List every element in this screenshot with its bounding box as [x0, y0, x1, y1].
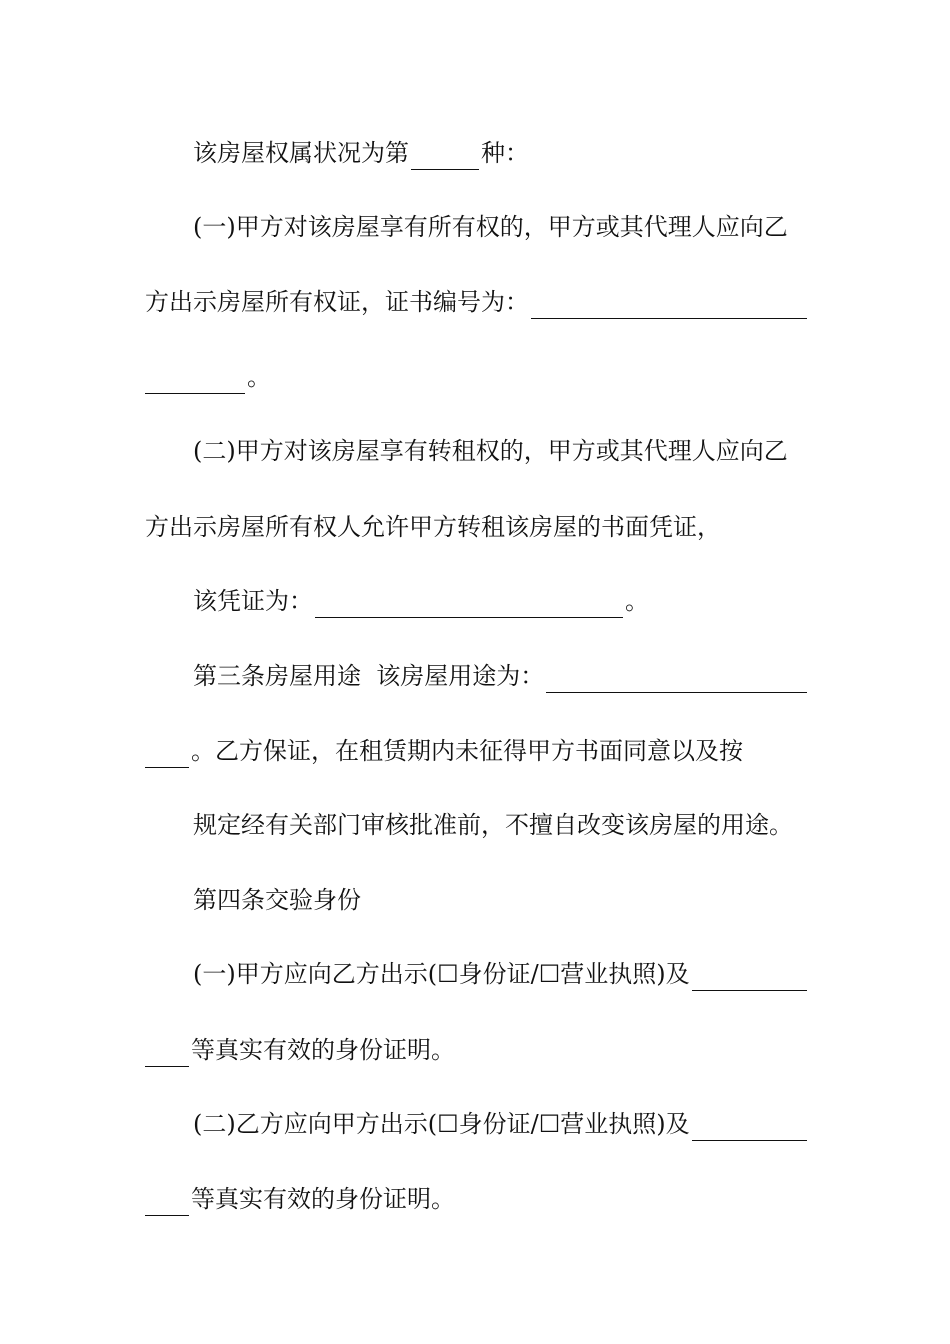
certificate-number-blank-cont[interactable] [145, 369, 245, 394]
voucher-period: 。 [625, 587, 649, 615]
article-3-line [193, 659, 807, 693]
certificate-number-line [145, 285, 807, 319]
identity-2-text: (二)乙方应向甲方出示(☐身份证/☐营业执照)及 [193, 1110, 690, 1138]
identity-2-cont-line [145, 1182, 807, 1216]
clause-2-line [193, 434, 807, 468]
clause-2-cont-line [145, 510, 807, 544]
article-4-heading [193, 883, 807, 917]
certificate-number-cont-line [145, 360, 807, 394]
ownership-status-text: 该房屋权属状况为第 [193, 139, 409, 167]
certificate-number-blank[interactable] [531, 294, 807, 319]
identity-2-line [193, 1107, 807, 1141]
voucher-label: 该凭证为： [193, 587, 313, 615]
certificate-number-label: 方出示房屋所有权证，证书编号为： [145, 288, 529, 316]
identity-2-cont-text: 等真实有效的身份证明。 [191, 1185, 455, 1213]
voucher-blank[interactable] [315, 593, 623, 618]
identity-1-text: (一)甲方应向乙方出示(☐身份证/☐营业执照)及 [193, 960, 690, 988]
identity-1-cont-line [145, 1033, 807, 1067]
usage-guarantee-cont-line [193, 808, 807, 842]
clause-2-cont-text: 方出示房屋所有权人允许甲方转租该房屋的书面凭证， [145, 513, 721, 541]
clause-1-text: (一)甲方对该房屋享有所有权的，甲方或其代理人应向乙 [193, 213, 788, 241]
identity-2-blank[interactable] [692, 1116, 807, 1141]
usage-blank-cont[interactable] [145, 743, 189, 768]
identity-2-blank-cont[interactable] [145, 1191, 189, 1216]
usage-blank[interactable] [546, 668, 807, 693]
identity-1-blank-cont[interactable] [145, 1042, 189, 1067]
usage-guarantee-text: 。乙方保证，在租赁期内未征得甲方书面同意以及按 [191, 737, 743, 765]
usage-guarantee-cont-text: 规定经有关部门审核批准前，不擅自改变该房屋的用途。 [193, 811, 793, 839]
identity-1-line [193, 957, 807, 991]
clause-2-text: (二)甲方对该房屋享有转租权的，甲方或其代理人应向乙 [193, 437, 788, 465]
period-text: 。 [247, 363, 271, 391]
ownership-type-blank[interactable] [411, 145, 479, 170]
ownership-status-suffix: 种： [481, 139, 529, 167]
ownership-status-line [193, 136, 807, 170]
identity-1-cont-text: 等真实有效的身份证明。 [191, 1036, 455, 1064]
clause-1-line [193, 210, 807, 244]
identity-1-blank[interactable] [692, 966, 807, 991]
voucher-line [193, 584, 807, 618]
article-4-title: 第四条交验身份 [193, 886, 361, 914]
usage-cont-line [145, 734, 807, 768]
article-3-text: 第三条房屋用途 该房屋用途为： [193, 662, 545, 690]
